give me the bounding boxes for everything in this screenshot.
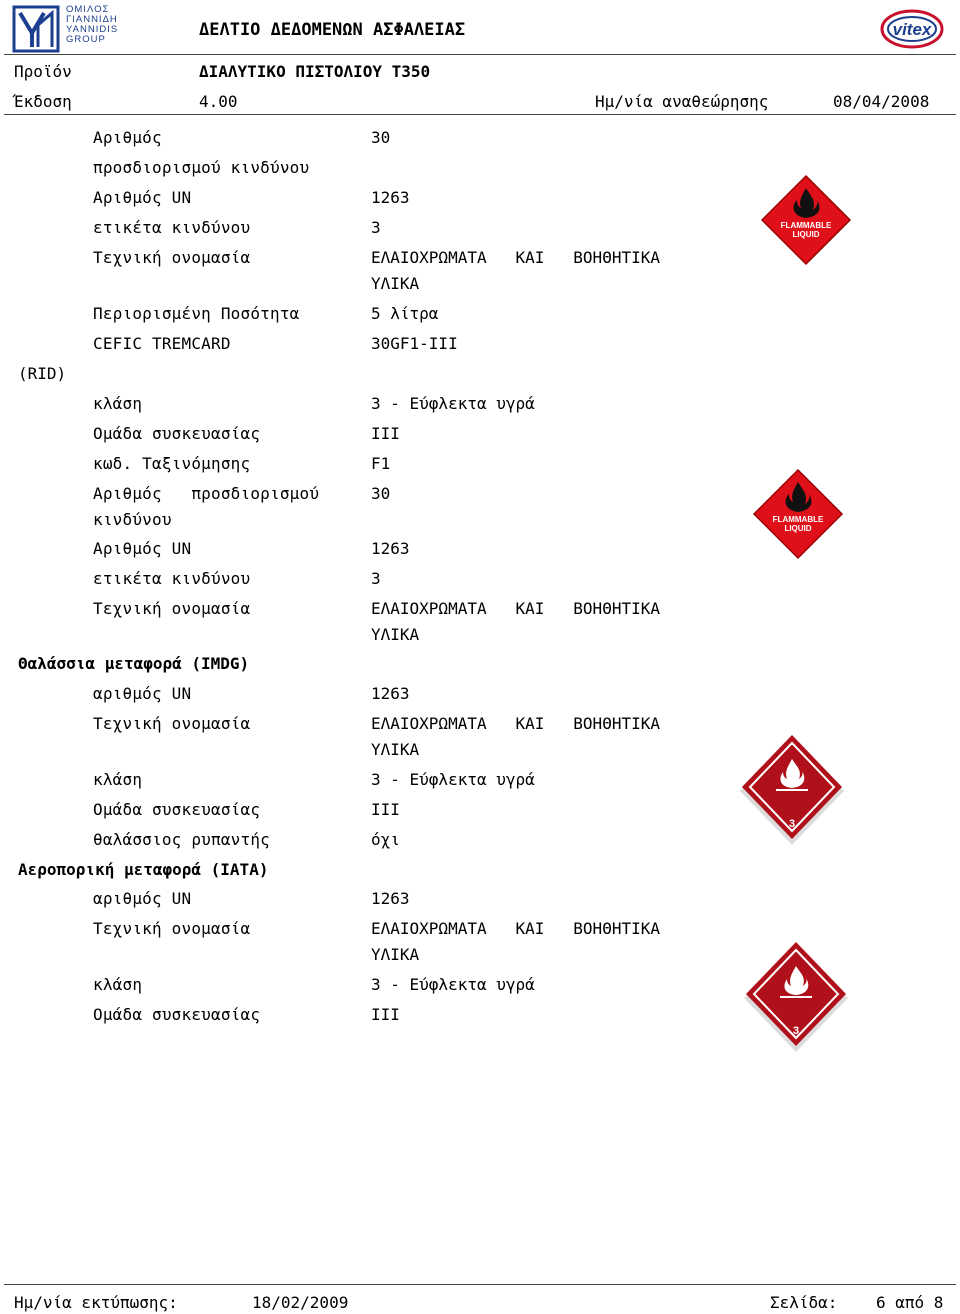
edition-label: Έκδοση — [14, 92, 72, 111]
imdg-tech-name-label: Τεχνική ονομασία — [93, 714, 251, 733]
adr-tremcard-label: CEFIC TREMCARD — [93, 334, 231, 353]
revision-value: 08/04/2008 — [833, 92, 930, 111]
imdg-class-label: κλάση — [93, 770, 143, 789]
flammable-liquid-label-icon — [760, 174, 852, 266]
imdg-marine-pollutant-label: θαλάσσιος ρυπαντής — [93, 830, 270, 849]
product-label: Προϊόν — [14, 62, 72, 81]
imdg-class-value: 3 - Εύφλεκτα υγρά — [371, 770, 535, 789]
imdg-tech-name-value: ΕΛΑΙΟΧΡΩΜΑΤΑ ΚΑΙ ΒΟΗΘΗΤΙΚΑ — [371, 714, 660, 733]
adr-hazard-label-label: ετικέτα κινδύνου — [93, 218, 251, 237]
vitex-brand-text: vitex — [892, 20, 932, 39]
page-value: 6 από 8 — [876, 1293, 944, 1312]
flammable-liquid-label-icon — [752, 468, 844, 560]
iata-tech-name-value: ΕΛΑΙΟΧΡΩΜΑΤΑ ΚΑΙ ΒΟΗΘΗΤΙΚΑ — [371, 919, 660, 938]
vitex-logo — [880, 8, 944, 50]
rid-un-value: 1263 — [371, 539, 410, 558]
adr-hazard-number-value: 30 — [371, 128, 391, 147]
revision-label: Ημ/νία αναθεώρησης — [595, 92, 769, 111]
edition-value: 4.00 — [199, 92, 238, 111]
adr-hazard-number-label-cont: προσδιορισμού κινδύνου — [93, 158, 310, 177]
adr-hazard-label-value: 3 — [371, 218, 381, 237]
rid-packing-group-label: Ομάδα συσκευασίας — [93, 424, 261, 443]
rid-hazard-number-label-cont: κινδύνου — [93, 510, 172, 529]
product-value: ΔΙΑΛΥΤΙΚΟ ΠΙΣΤΟΛΙΟΥ Τ350 — [199, 62, 431, 81]
page-label: Σελίδα: — [770, 1293, 838, 1312]
iata-class-value: 3 - Εύφλεκτα υγρά — [371, 975, 535, 994]
imdg-packing-group-label: Ομάδα συσκευασίας — [93, 800, 261, 819]
svg-text:LIQUID: LIQUID — [784, 524, 812, 533]
svg-text:3: 3 — [788, 818, 796, 830]
adr-un-label: Αριθμός UN — [93, 188, 192, 207]
rid-hazard-number-value: 30 — [371, 484, 391, 503]
iata-class-label: κλάση — [93, 975, 143, 994]
iata-tech-name-label: Τεχνική ονομασία — [93, 919, 251, 938]
svg-text:LIQUID: LIQUID — [792, 230, 820, 239]
imdg-un-value: 1263 — [371, 684, 410, 703]
iata-tech-name-value-cont: ΥΛΙΚΑ — [371, 945, 420, 964]
rid-classification-code-label: κωδ. Ταξινόμησης — [93, 454, 251, 473]
adr-limited-qty-label: Περιορισμένη Ποσότητα — [93, 304, 300, 323]
rid-hazard-number-label: Αριθμός προσδιορισμού — [93, 484, 320, 503]
imdg-marine-pollutant-value: όχι — [371, 830, 400, 849]
rid-tech-name-value: ΕΛΑΙΟΧΡΩΜΑΤΑ ΚΑΙ ΒΟΗΘΗΤΙΚΑ — [371, 599, 660, 618]
adr-tech-name-label: Τεχνική ονομασία — [93, 248, 251, 267]
imdg-tech-name-value-cont: ΥΛΙΚΑ — [371, 740, 420, 759]
imdg-un-label: αριθμός UN — [93, 684, 192, 703]
rid-tech-name-label: Τεχνική ονομασία — [93, 599, 251, 618]
iata-packing-group-label: Ομάδα συσκευασίας — [93, 1005, 261, 1024]
svg-text:3: 3 — [792, 1025, 800, 1037]
svg-text:FLAMMABLE: FLAMMABLE — [772, 515, 824, 524]
class-3-flammable-label-icon — [740, 940, 852, 1056]
iata-packing-group-value: III — [371, 1005, 400, 1024]
company-name-line1: ΟΜΙΛΟΣ — [66, 4, 110, 15]
rid-hazard-label-value: 3 — [371, 569, 381, 588]
rid-section-title: (RID) — [18, 364, 67, 383]
rid-tech-name-value-cont: ΥΛΙΚΑ — [371, 625, 420, 644]
rid-class-label: κλάση — [93, 394, 143, 413]
company-name-line2: ΓΙΑΝΝΙΔΗ — [66, 14, 118, 25]
adr-un-value: 1263 — [371, 188, 410, 207]
adr-tech-name-value-cont: ΥΛΙΚΑ — [371, 274, 420, 293]
svg-text:FLAMMABLE: FLAMMABLE — [780, 221, 832, 230]
rid-hazard-label-label: ετικέτα κινδύνου — [93, 569, 251, 588]
rid-class-value: 3 - Εύφλεκτα υγρά — [371, 394, 535, 413]
company-name-line4: GROUP — [66, 34, 106, 45]
iata-section-title: Αεροπορική μεταφορά (IATA) — [18, 860, 269, 879]
class-3-flammable-label-icon — [736, 733, 848, 849]
adr-hazard-number-label: Αριθμός — [93, 128, 162, 147]
print-date-label: Ημ/νία εκτύπωσης: — [14, 1293, 178, 1312]
rid-packing-group-value: III — [371, 424, 400, 443]
adr-limited-qty-value: 5 λίτρα — [371, 304, 439, 323]
company-name-line3: YANNIDIS — [66, 24, 119, 35]
iata-un-label: αριθμός UN — [93, 889, 192, 908]
imdg-section-title: Θαλάσσια μεταφορά (IMDG) — [18, 654, 250, 673]
imdg-packing-group-value: III — [371, 800, 400, 819]
rid-classification-code-value: F1 — [371, 454, 391, 473]
adr-tech-name-value: ΕΛΑΙΟΧΡΩΜΑΤΑ ΚΑΙ ΒΟΗΘΗΤΙΚΑ — [371, 248, 660, 267]
document-title: ΔΕΛΤΙΟ ΔΕΔΟΜΕΝΩΝ ΑΣΦΑΛΕΙΑΣ — [199, 20, 466, 40]
rid-un-label: Αριθμός UN — [93, 539, 192, 558]
iata-un-value: 1263 — [371, 889, 410, 908]
adr-tremcard-value: 30GF1-III — [371, 334, 458, 353]
print-date-value: 18/02/2009 — [252, 1293, 349, 1312]
